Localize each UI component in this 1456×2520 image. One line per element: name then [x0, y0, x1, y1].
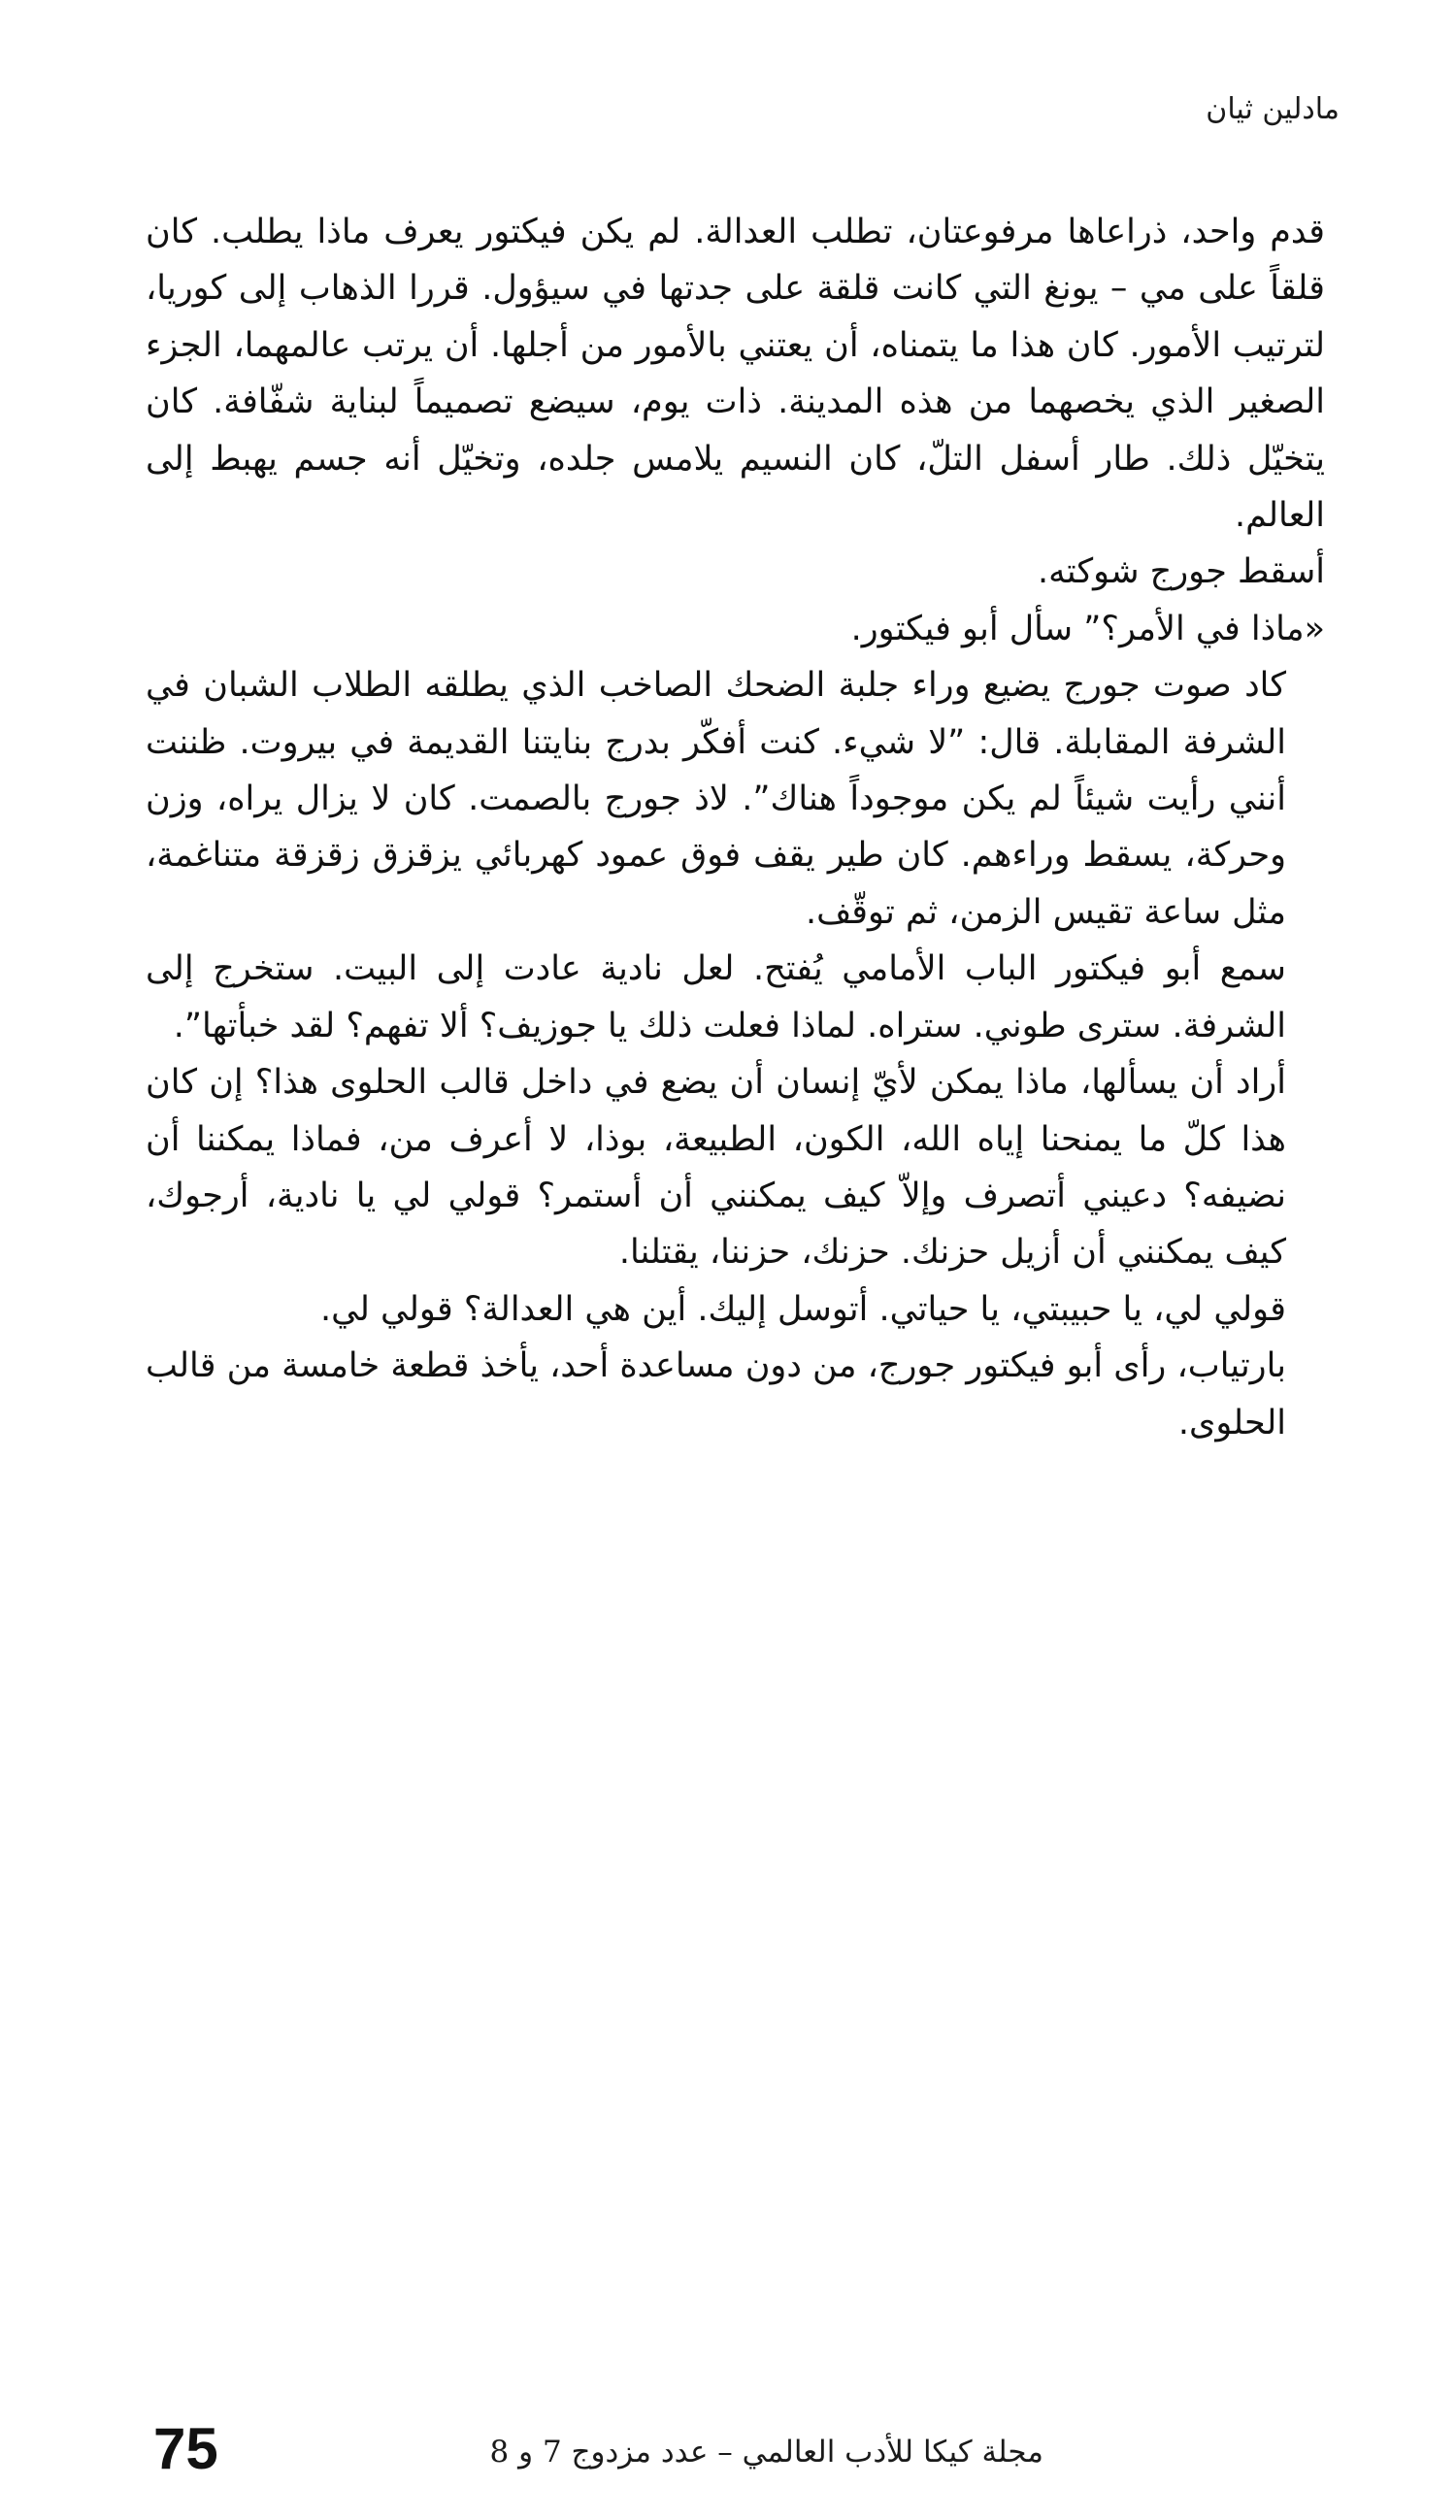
paragraph-7: قولي لي، يا حبيبتي، يا حياتي. أتوسل إليك. أين هي العدالة؟ قولي لي. — [319, 1289, 1286, 1329]
running-head-author: مادلين ثيان — [1206, 92, 1340, 126]
paragraph-3: «ماذا في الأمر؟” سأل أبو فيكتور. — [850, 609, 1325, 648]
paragraph-5: سمع أبو فيكتور الباب الأمامي يُفتح. لعل نادية عادت إلى البيت. ستخرج إلى الشرفة. سترى طوني. ستراه. لماذا فعلت ذلك يا جوزيف؟ ألا تفهم؟ لقد خبأتها”. — [146, 949, 1286, 1045]
paragraph-1: قدم واحد، ذراعاها مرفوعتان، تطلب العدالة. لم يكن فيكتور يعرف ماذا يطلب. كان قلقاً على مي – يونغ التي كانت قلقة على جدتها في سيؤول. قررا الذهاب إلى كوريا، لترتيب الأمور. كان هذا ما يتمناه، أن يعتني بالأمور من أجلها. أن يرتب عالمهما، الجزء الصغير الذي يخصهما من هذه المدينة. ذات يوم، سيضع تصميماً لبناية شفّافة. كان يتخيّل ذلك. طار أسفل التلّ، كان النسيم يلامس جلده، وتخيّل أنه جسم يهبط إلى العالم. — [146, 213, 1325, 536]
footer-journal-title: مجلة كيكا للأدب العالمي – عدد مزدوج 7 و 8 — [489, 2435, 1043, 2470]
paragraph-8: بارتياب، رأى أبو فيكتور جورج، من دون مساعدة أحد، يأخذ قطعة خامسة من قالب الحلوى. — [146, 1346, 1286, 1442]
page-number: 75 — [153, 2416, 218, 2481]
page-footer — [146, 2417, 1325, 2495]
body-text — [146, 204, 1325, 1451]
paragraph-2: أسقط جورج شوكته. — [1038, 552, 1325, 592]
paragraph-6: أراد أن يسألها، ماذا يمكن لأيّ إنسان أن يضع في داخل قالب الحلوى هذا؟ إن كان هذا كلّ ما يمنحنا إياه الله، الكون، الطبيعة، بوذا، لا أعرف من، فماذا يمكننا أن نضيفه؟ دعيني أتصرف وإلاّ كيف يمكنني أن أستمر؟ قولي لي يا نادية، أرجوك، كيف يمكنني أن أزيل حزنك. حزنك، حزننا، يقتلنا. — [146, 1063, 1286, 1273]
paragraph-4: كاد صوت جورج يضيع وراء جلبة الضحك الصاخب الذي يطلقه الطلاب الشبان في الشرفة المقابلة. قال: ”لا شيء. كنت أفكّر بدرج بنايتنا القديمة في بيروت. ظننت أنني رأيت شيئاً لم يكن موجوداً هناك”. لاذ جورج بالصمت. كان لا يزال يراه، وزن وحركة، يسقط وراءهم. كان طير يقف فوق عمود كهربائي يزقزق زقزقة متناغمة، مثل ساعة تقيس الزمن، ثم توقّف. — [146, 666, 1286, 932]
